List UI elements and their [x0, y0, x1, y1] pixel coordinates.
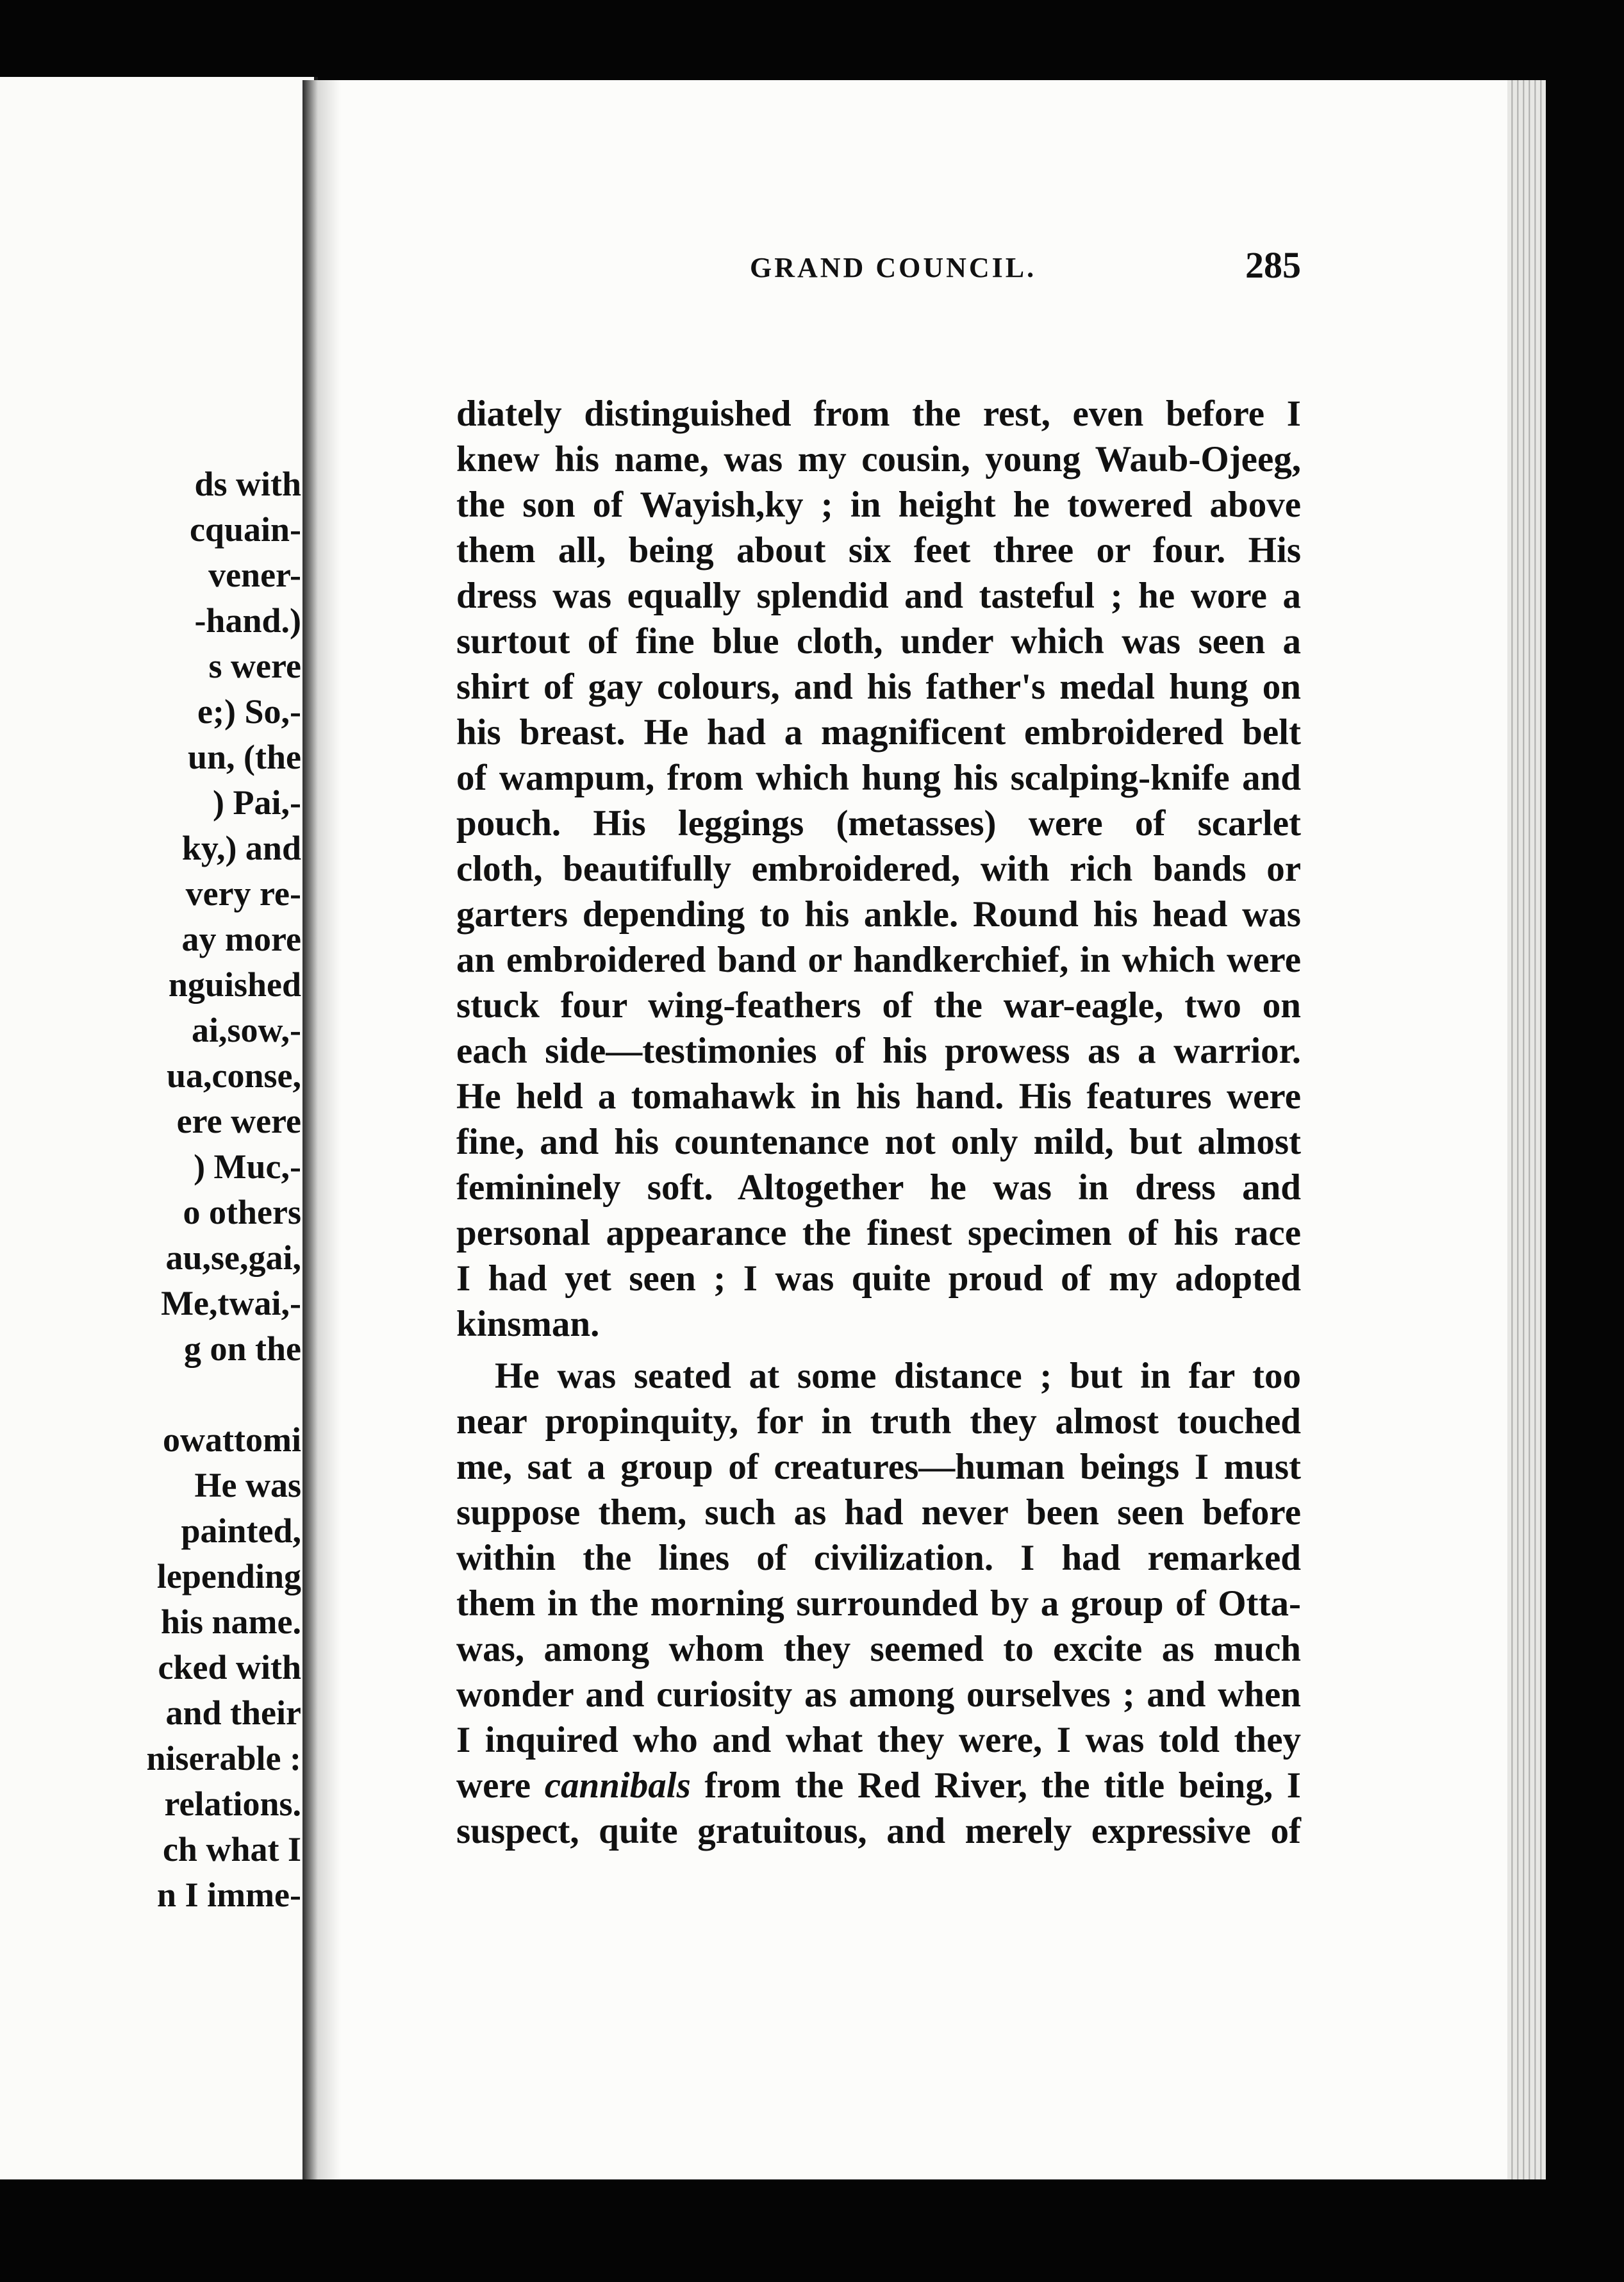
- text-line: pouch. His leggings (metasses) were of scarlet: [456, 803, 1301, 844]
- text-line: me, sat a group of creatures—human beings I must: [456, 1447, 1301, 1487]
- running-head: GRAND COUNCIL.: [750, 252, 1037, 283]
- text-line: femininely soft. Altogether he was in dress and: [456, 1167, 1301, 1208]
- left-line: o others: [183, 1193, 301, 1231]
- left-line: very re-: [185, 874, 301, 913]
- italic-word: cannibals: [544, 1765, 691, 1806]
- text-line: diately distinguished from the rest, even before I: [456, 394, 1301, 434]
- text-line: each side—testimonies of his prowess as a warrior.: [456, 1031, 1301, 1071]
- page-number: 285: [1245, 244, 1301, 286]
- left-line: ai,sow,-: [191, 1011, 301, 1049]
- left-line: his name.: [160, 1603, 301, 1641]
- text-line: an embroidered band or handkerchief, in which were: [456, 940, 1301, 980]
- left-line: ay more: [181, 920, 301, 958]
- left-line: painted,: [181, 1512, 301, 1550]
- text-line: stuck four wing-feathers of the war-eagle, two on: [456, 985, 1301, 1026]
- left-line: lepending: [156, 1557, 301, 1595]
- left-line: n I imme-: [157, 1876, 301, 1914]
- left-line: e;) So,-: [197, 692, 301, 731]
- text-line: I had yet seen ; I was quite proud of my adopted: [456, 1258, 1301, 1299]
- left-line: au,se,gai,: [165, 1238, 301, 1277]
- text-line: I inquired who and what they were, I was told they: [456, 1720, 1301, 1760]
- left-line: Me,twai,-: [161, 1284, 301, 1322]
- text-fragment: from the Red River, the title being, I: [690, 1765, 1301, 1806]
- text-line: them all, being about six feet three or four. His: [456, 530, 1301, 570]
- text-line: the son of Wayish,ky ; in height he towered above: [456, 485, 1301, 525]
- text-line: within the lines of civilization. I had remarked: [456, 1538, 1301, 1578]
- text-line: knew his name, was my cousin, young Waub-Ojeeg,: [456, 439, 1301, 479]
- text-line: fine, and his countenance not only mild, but almost: [456, 1122, 1301, 1162]
- text-line: them in the morning surrounded by a group of Otta-: [456, 1583, 1301, 1624]
- text-line: near propinquity, for in truth they almost touched: [456, 1401, 1301, 1442]
- left-line: vener-: [208, 556, 301, 594]
- left-line: cquain-: [189, 510, 301, 549]
- left-line: relations.: [164, 1785, 301, 1823]
- text-line: of wampum, from which hung his scalping-knife and: [456, 758, 1301, 798]
- text-line: surtout of fine blue cloth, under which was seen a: [456, 621, 1301, 662]
- paragraph-1: [456, 391, 1301, 1347]
- left-page-text: [0, 462, 301, 1918]
- text-line: suppose them, such as had never been seen before: [456, 1492, 1301, 1533]
- text-line: kinsman.: [456, 1304, 600, 1344]
- left-line: ere were: [176, 1102, 301, 1140]
- text-line: his breast. He had a magnificent embroidered belt: [456, 712, 1301, 753]
- left-line: He was: [194, 1466, 301, 1504]
- body-text: [456, 391, 1301, 1854]
- text-line: wonder and curiosity as among ourselves ; and when: [456, 1674, 1301, 1715]
- left-line: [0, 1372, 301, 1417]
- left-page: [0, 77, 318, 2179]
- page-header: [449, 244, 1307, 295]
- paragraph-2: [456, 1353, 1301, 1854]
- left-line: ky,) and: [181, 829, 301, 867]
- left-line: ch what I: [162, 1830, 301, 1869]
- left-line: un, (the: [187, 738, 301, 776]
- left-line: and their: [165, 1694, 301, 1732]
- text-line: dress was equally splendid and tasteful ; he wore a: [456, 576, 1301, 616]
- page-edge: [1507, 80, 1546, 2179]
- left-line: ) Muc,-: [194, 1147, 301, 1186]
- left-line: cked with: [158, 1648, 301, 1687]
- text-line: shirt of gay colours, and his father's medal hung on: [456, 667, 1301, 707]
- left-line: g on the: [183, 1329, 301, 1368]
- text-fragment: were: [456, 1765, 545, 1806]
- left-line: ) Pai,-: [213, 783, 301, 822]
- left-line: s were: [208, 647, 301, 685]
- left-line: nguished: [168, 965, 301, 1004]
- text-line: personal appearance the finest specimen of his race: [456, 1213, 1301, 1253]
- left-line: niserable :: [146, 1739, 301, 1778]
- left-line: owattomi: [163, 1420, 301, 1459]
- left-line: ua,conse,: [166, 1056, 301, 1095]
- left-line: -hand.): [194, 601, 301, 640]
- gutter-shadow: [302, 80, 341, 2179]
- text-line: He was seated at some distance ; but in far too: [495, 1356, 1301, 1396]
- text-line: suspect, quite gratuitous, and merely expressive of: [456, 1811, 1301, 1851]
- text-line: was, among whom they seemed to excite as much: [456, 1629, 1301, 1669]
- text-line: cloth, beautifully embroidered, with rich bands or: [456, 849, 1301, 889]
- text-line: garters depending to his ankle. Round his head was: [456, 894, 1301, 935]
- text-line: [456, 1763, 1301, 1808]
- text-line: He held a tomahawk in his hand. His features were: [456, 1076, 1301, 1117]
- left-line: ds with: [194, 465, 301, 503]
